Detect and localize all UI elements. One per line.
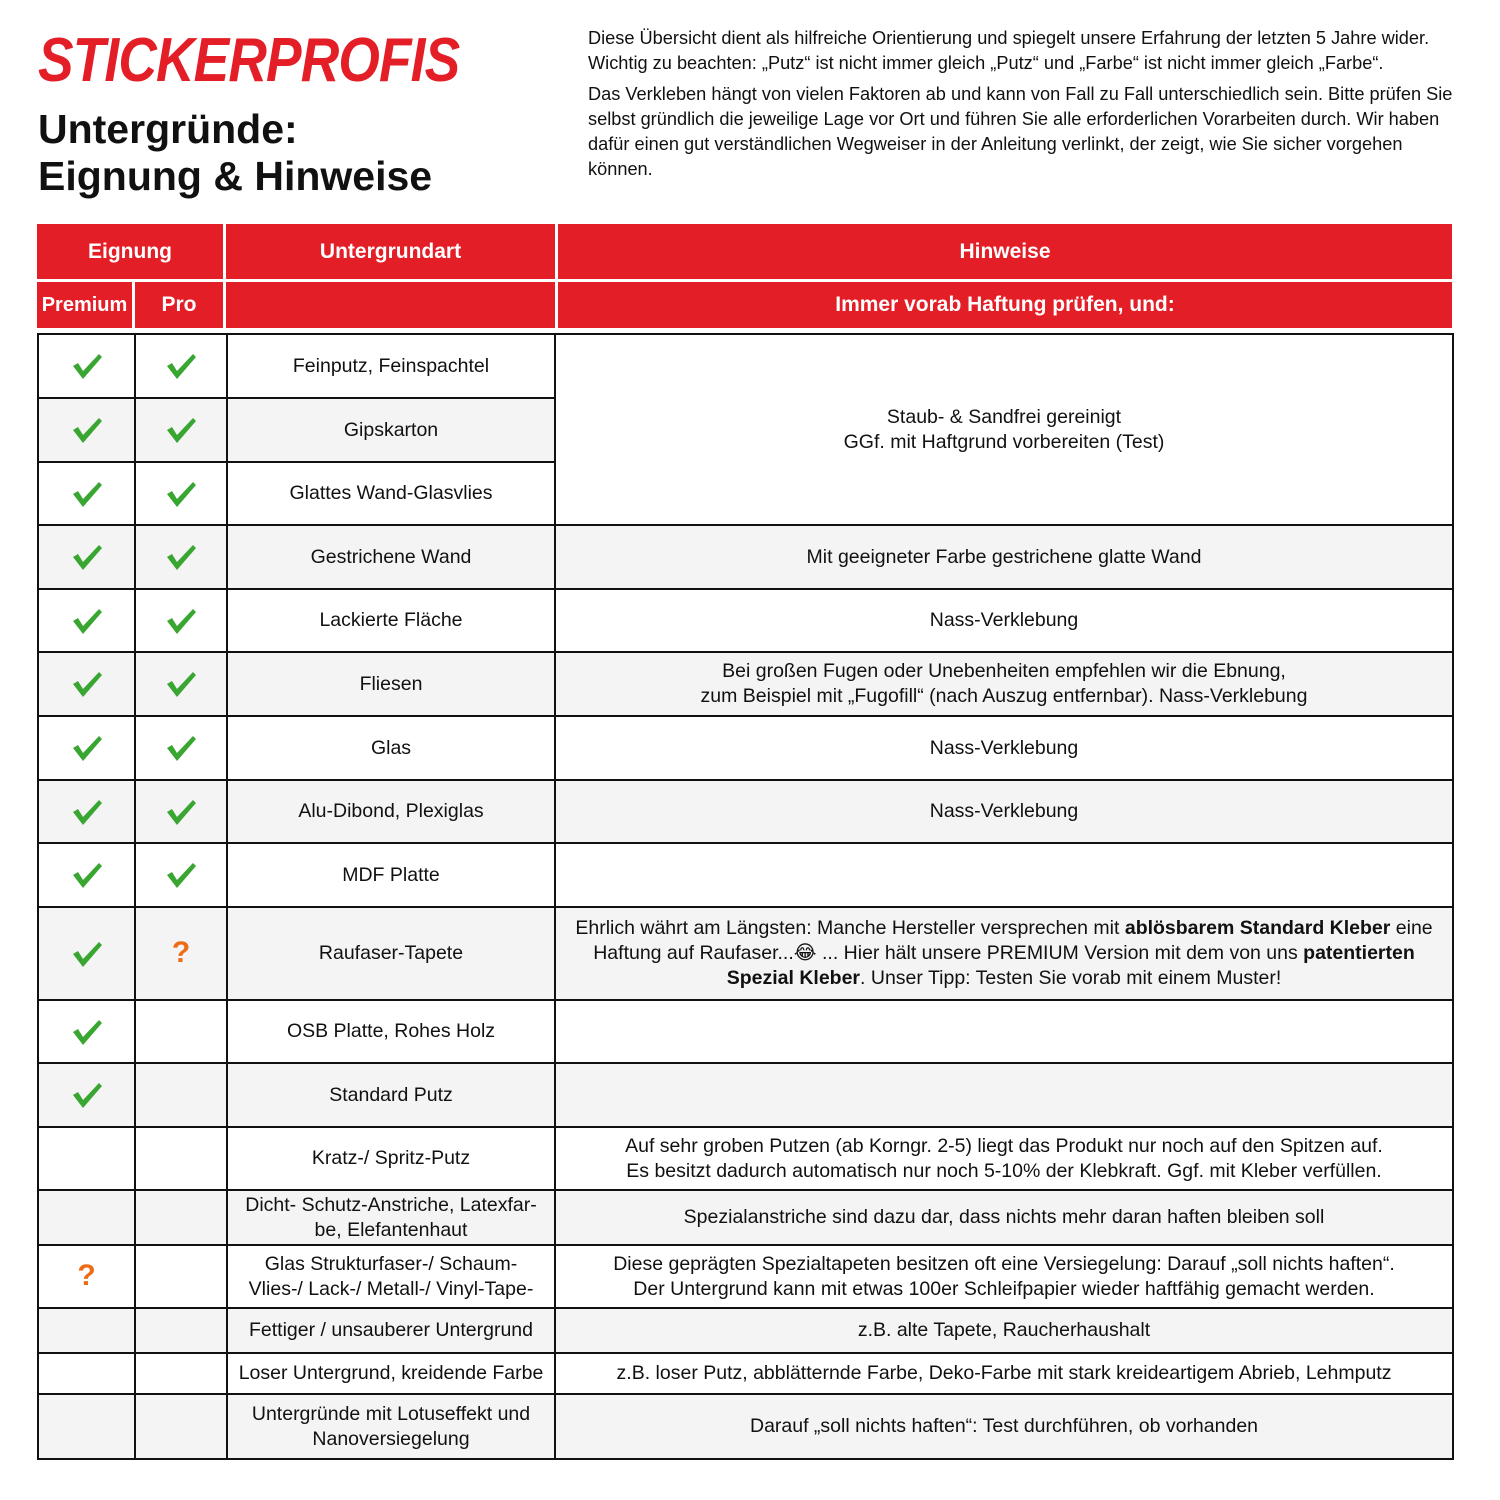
surface-cell (227, 907, 555, 1000)
note-line: Nass-Verklebung (929, 736, 1079, 759)
pro-cell (135, 1190, 227, 1245)
note-cell-raufaser (555, 907, 1453, 1000)
checkmark-icon (164, 860, 198, 890)
checkmark-icon (70, 1080, 104, 1110)
surface-line: Fliesen (359, 672, 423, 695)
surface-line: Fettiger / unsauberer Untergrund (249, 1319, 533, 1341)
premium-cell (38, 398, 135, 462)
checkmark-icon (70, 542, 104, 572)
checkmark-icon (164, 351, 198, 381)
premium-cell (38, 843, 135, 907)
table-row (38, 716, 1453, 780)
note-line: Darauf „soll nichts haften“: Test durchführen, ob vorhanden (749, 1415, 1259, 1437)
page-title-line2: Eignung & Hinweise (38, 153, 433, 199)
checkmark-icon (70, 351, 104, 381)
surface-line: Kratz-/ Spritz-Putz (311, 1147, 471, 1169)
surface-cell (227, 334, 555, 398)
table-row (38, 1190, 1453, 1245)
premium-cell (38, 1394, 135, 1459)
intro-paragraph-1: Diese Übersicht dient als hilfreiche Orientierung und spiegelt unsere Erfahrung der letzten 5 Jahre wider. Wichtig zu beachten: „Putz“ ist nicht immer gleich „Putz“ und „Farbe“ ist nicht immer gleich „Farbe“. (588, 28, 1430, 73)
note-text: ... Hier hält unsere PREMIUM Version mit dem von uns (816, 942, 1304, 964)
checkmark-icon (70, 669, 104, 699)
pro-cell (135, 398, 227, 462)
surface-cell (227, 589, 555, 652)
premium-cell (38, 1127, 135, 1190)
surface-line: Nanoversiegelung (312, 1427, 470, 1450)
checkmark-icon (70, 860, 104, 890)
surface-line: MDF Platte (342, 863, 440, 886)
surface-cell (227, 843, 555, 907)
surface-cell (227, 1353, 555, 1394)
pro-cell (135, 1063, 227, 1127)
pro-cell (135, 525, 227, 589)
premium-cell (38, 1190, 135, 1245)
surface-line: Glattes Wand-Glasvlies (289, 482, 493, 504)
table-row (38, 334, 1453, 398)
premium-cell (38, 652, 135, 716)
note-line: Nass-Verklebung (929, 609, 1079, 631)
note-cell (555, 1394, 1453, 1459)
pro-cell (135, 1245, 227, 1308)
note-line: Auf sehr groben Putzen (ab Korngr. 2-5) liegt das Produkt nur noch auf den Spitzen auf. (625, 1134, 1383, 1157)
note-line: Bei großen Fugen oder Unebenheiten empfehlen wir die Ebnung, (722, 660, 1286, 682)
note-cell (555, 1127, 1453, 1190)
pro-cell (135, 462, 227, 525)
table-row (38, 525, 1453, 589)
table-row (38, 1308, 1453, 1353)
checkmark-icon (164, 669, 198, 699)
premium-cell (38, 907, 135, 1000)
surface-table-body (38, 334, 1453, 1459)
premium-cell (38, 334, 135, 398)
checkmark-icon (70, 479, 104, 509)
surface-cell (227, 1308, 555, 1353)
surface-line: Lackierte Fläche (319, 609, 463, 631)
note-line: Diese geprägten Spezialtapeten besitzen oft eine Versiegelung: Darauf „soll nichts haften“. (613, 1252, 1395, 1275)
table-row (38, 843, 1453, 907)
checkmark-icon (164, 479, 198, 509)
surface-cell (227, 462, 555, 525)
laughing-emoji-icon: 😂 (793, 942, 817, 964)
note-line: z.B. loser Putz, abblätternde Farbe, Deko-Farbe mit stark kreideartigem Abrieb, Lehmputz (616, 1362, 1392, 1384)
surface-line: Vlies-/ Lack-/ Metall-/ Vinyl-Tape- (248, 1277, 534, 1300)
surface-cell (227, 1063, 555, 1127)
table-row (38, 1353, 1453, 1394)
page-title-line1: Untergründe: (38, 106, 298, 152)
surface-line: Alu-Dibond, Plexiglas (298, 800, 484, 822)
pro-cell (135, 1394, 227, 1459)
page-title (38, 106, 432, 200)
checkmark-icon (70, 606, 104, 636)
premium-cell (38, 716, 135, 780)
header-subnote: Immer vorab Haftung prüfen, und: (558, 282, 1452, 328)
surface-cell (227, 525, 555, 589)
checkmark-icon (70, 733, 104, 763)
surface-table (37, 333, 1454, 1460)
surface-line: Gestrichene Wand (310, 545, 472, 568)
note-cell (555, 843, 1453, 907)
checkmark-icon (70, 797, 104, 827)
note-line: Der Untergrund kann mit etwas 100er Schleifpapier wieder haftfähig gemacht werden. (633, 1277, 1375, 1300)
checkmark-icon (164, 415, 198, 445)
note-cell (555, 716, 1453, 780)
surface-cell (227, 1190, 555, 1245)
table-row (38, 780, 1453, 843)
surface-line: be, Elefantenhaut (314, 1218, 468, 1241)
pro-cell (135, 652, 227, 716)
surface-cell (227, 780, 555, 843)
note-text: Ehrlich währt am Längsten: Manche Hersteller versprechen mit (575, 917, 1125, 939)
surface-line: Standard Putz (329, 1083, 453, 1106)
pro-cell (135, 1127, 227, 1190)
pro-cell (135, 907, 227, 1000)
note-cell (555, 1000, 1453, 1063)
header-hinweise: Hinweise (558, 224, 1452, 279)
note-cell (555, 1353, 1453, 1394)
pro-cell (135, 843, 227, 907)
checkmark-icon (164, 733, 198, 763)
note-line: Staub- & Sandfrei gereinigt (886, 405, 1122, 428)
surface-cell (227, 1245, 555, 1308)
pro-cell (135, 780, 227, 843)
surface-line: Glas (370, 736, 412, 759)
checkmark-icon (164, 606, 198, 636)
pro-cell (135, 1353, 227, 1394)
header-premium: Premium (37, 282, 132, 328)
premium-cell (38, 1353, 135, 1394)
note-line: zum Beispiel mit „Fugofill“ (nach Auszug entfernbar). Nass-Verklebung (700, 685, 1308, 707)
surface-cell (227, 398, 555, 462)
intro-paragraph-2: Das Verkleben hängt von vielen Faktoren ab und kann von Fall zu Fall unterschiedlich sein. Bitte prüfen Sie selbst gründlich die jeweilige Lage vor Ort und führen Sie alle erforderlichen Vorarbeiten durch. Wir haben dafür einen gut verständlichen Wegweiser in der Anleitung verlinkt, der zeigt, wie Sie sicher vorgehen können. (588, 84, 1453, 179)
note-cell (555, 1308, 1453, 1353)
table-row (38, 1245, 1453, 1308)
surface-cell (227, 1000, 555, 1063)
checkmark-icon (164, 797, 198, 827)
premium-cell (38, 1000, 135, 1063)
surface-line: Glas Strukturfaser-/ Schaum- (264, 1252, 518, 1275)
checkmark-icon (70, 939, 104, 969)
checkmark-icon (70, 1017, 104, 1047)
note-line: Nass-Verklebung (929, 800, 1079, 822)
note-cell (555, 589, 1453, 652)
question-mark-icon: ? (77, 1259, 96, 1292)
pro-cell (135, 334, 227, 398)
note-cell (555, 1245, 1453, 1308)
surface-cell (227, 716, 555, 780)
note-cell (555, 525, 1453, 589)
premium-cell (38, 525, 135, 589)
note-line: Mit geeigneter Farbe gestrichene glatte Wand (806, 545, 1202, 568)
table-row (38, 1063, 1453, 1127)
note-text: ablösbarem Standard Kleber (1124, 917, 1391, 939)
header-eignung: Eignung (37, 224, 223, 279)
note-cell (555, 652, 1453, 716)
surface-line: Dicht- Schutz-Anstriche, Latexfar- (245, 1193, 537, 1216)
premium-cell (38, 1245, 135, 1308)
table-row (38, 1394, 1453, 1459)
table-row (38, 589, 1453, 652)
note-cell (555, 1190, 1453, 1245)
note-line: Es besitzt dadurch automatisch nur noch 5-10% der Klebkraft. Ggf. mit Kleber verfüllen. (626, 1159, 1382, 1182)
checkmark-icon (70, 415, 104, 445)
note-cell (555, 780, 1453, 843)
header-pro: Pro (135, 282, 223, 328)
table-row (38, 652, 1453, 716)
intro-text (588, 26, 1468, 182)
note-line: z.B. alte Tapete, Raucherhaushalt (857, 1319, 1151, 1341)
surface-cell (227, 1394, 555, 1459)
premium-cell (38, 1308, 135, 1353)
premium-cell (38, 780, 135, 843)
premium-cell (38, 1063, 135, 1127)
pro-cell (135, 1000, 227, 1063)
surface-line: Raufaser-Tapete (318, 942, 464, 964)
premium-cell (38, 462, 135, 525)
question-mark-icon: ? (171, 936, 191, 969)
surface-line: Loser Untergrund, kreidende Farbe (238, 1362, 544, 1384)
note-line: Spezialanstriche sind dazu dar, dass nichts mehr daran haften bleiben soll (683, 1206, 1325, 1228)
surface-line: Gipskarton (343, 418, 439, 441)
pro-cell (135, 716, 227, 780)
note-text: eine Haftung auf Raufaser... (593, 917, 1433, 964)
table-row (38, 1000, 1453, 1063)
table-row (38, 1127, 1453, 1190)
note-line: GGf. mit Haftgrund vorbereiten (Test) (843, 430, 1165, 453)
surface-cell (227, 652, 555, 716)
surface-line: Feinputz, Feinspachtel (292, 354, 490, 377)
pro-cell (135, 589, 227, 652)
header-untergrundart-blank (226, 282, 555, 328)
surface-cell (227, 1127, 555, 1190)
surface-line: Untergründe mit Lotuseffekt und (251, 1402, 531, 1425)
brand-logo: STICKERPROFIS (38, 26, 460, 95)
table-row (38, 907, 1453, 1000)
surface-line: OSB Platte, Rohes Holz (286, 1020, 496, 1042)
pro-cell (135, 1308, 227, 1353)
checkmark-icon (164, 542, 198, 572)
note-text: . Unser Tipp: Testen Sie vorab mit einem Muster! (860, 967, 1282, 989)
header-untergrundart: Untergrundart (226, 224, 555, 279)
note-cell-merged (555, 334, 1453, 525)
note-cell (555, 1063, 1453, 1127)
premium-cell (38, 589, 135, 652)
note-text: patentierten Spezial Kleber (726, 942, 1415, 989)
